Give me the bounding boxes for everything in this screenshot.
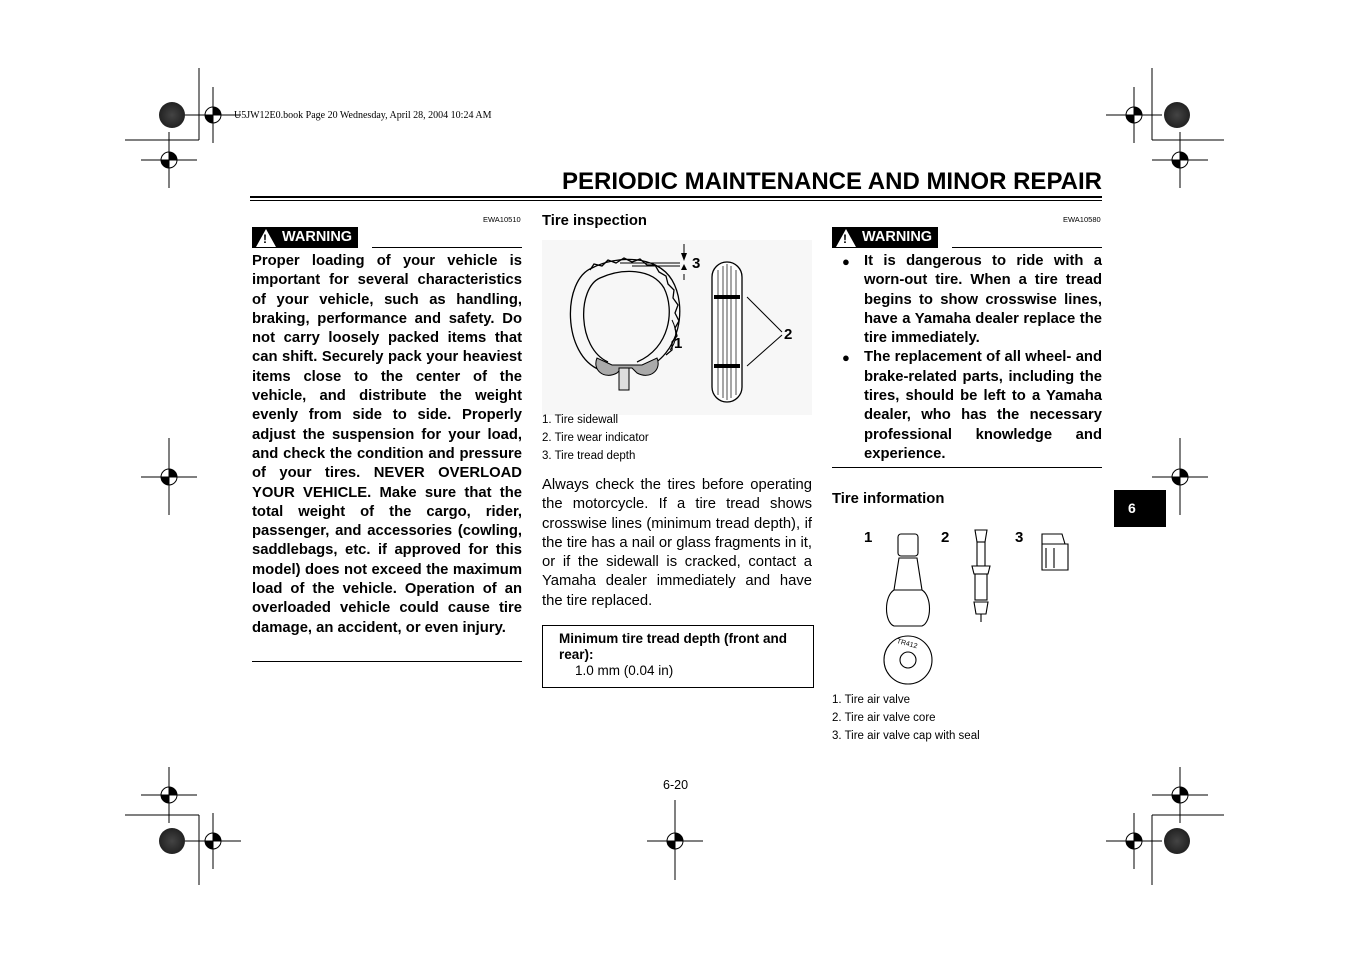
caption-item: 1. Tire sidewall [542,414,619,426]
tire-inspection-captions [542,412,649,465]
caption-item: 2. Tire wear indicator [542,431,649,444]
tire-inspection-body: Always check the tires before operating the motorcycle. If a tire tread shows crosswise lines (minimum tread depth), if the tire has a nail or glass fragments in it, or if the sidewall is cracked, contact a Yamaha dealer immediately and have the tire replaced. [542,477,812,609]
title-rule-thin [250,200,1102,201]
caption-item: 3. Tire tread depth [542,449,636,462]
warning-end-rule [252,661,522,662]
warning-bullet: ● It is dangerous to ride with a worn-out tire. When a tire tread begins to show crosswise lines, have a Yamaha dealer replace the tire immediately. [832,252,1102,348]
callout-2: 2 [941,529,950,546]
spec-value: 1.0 mm (0.04 in) [575,663,674,678]
page-number: 6-20 [663,778,689,792]
warning-bullet: ● The replacement of all wheel- and brake-related parts, including the tires, should be left to a Yamaha dealer, who has the necessary professional knowledge and experience. [832,348,1102,464]
callout-2: 2 [784,326,793,343]
tread-depth-spec-box [542,625,814,688]
tire-valve-figure [850,522,1070,687]
callout-3: 3 [692,255,701,272]
title-rule [250,196,1102,198]
caption-item: 3. Tire air valve cap with seal [832,729,980,742]
page-title: PERIODIC MAINTENANCE AND MINOR REPAIR [561,168,1102,195]
warning-rule [372,247,522,248]
warning-label: WARNING [862,229,933,245]
callout-3: 3 [1015,529,1024,546]
callout-1: 1 [674,335,683,352]
exclamation-triangle-icon: ! [256,229,276,247]
warning-text: Proper loading of your vehicle is important for several characteristics of your vehicle, such as handling, braking, performance and safety. Do not carry loosely packed items that can shift. Securely pack your heaviest items close to the center of the vehicle, and distribute the weight evenly from side to side. Properly adjust the suspension for your load, and check the condition and pressure of your tires. NEVER OVERLOAD YOUR VEHICLE. Make sure that the total weight of the cargo, rider, passenger, and accessories (cowling, saddlebags, etc. if approved for this model) does not exceed the maximum load of the vehicle. Operation of an overloaded vehicle could cause tire damage, an accident, or even injury. [252,253,522,636]
warning-bullets [832,252,1102,464]
chapter-tab: 6 [1114,490,1166,527]
warning-rule [952,247,1102,248]
warning-badge [832,227,938,248]
callout-1: 1 [864,529,873,546]
caption-item: 1. Tire air valve [832,694,910,706]
book-info-line: U5JW12E0.book Page 20 Wednesday, April 28, 2004 10:24 AM [234,110,492,121]
tire-information-captions [832,692,980,745]
warning-code: EWA10510 [483,215,521,224]
warning-label: WARNING [282,229,353,245]
warning-end-rule [832,467,1102,468]
caption-item: 2. Tire air valve core [832,711,936,724]
exclamation-triangle-icon: ! [836,229,856,247]
warning-code: EWA10580 [1063,215,1101,224]
tire-inspection-figure [542,240,812,415]
section-heading-tire-information: Tire information [832,491,945,507]
warning-badge [252,227,358,248]
spec-label: Minimum tire tread depth (front and rear): [559,631,787,662]
section-heading-tire-inspection: Tire inspection [542,213,647,229]
valve-stamp: TR412 [895,638,919,651]
